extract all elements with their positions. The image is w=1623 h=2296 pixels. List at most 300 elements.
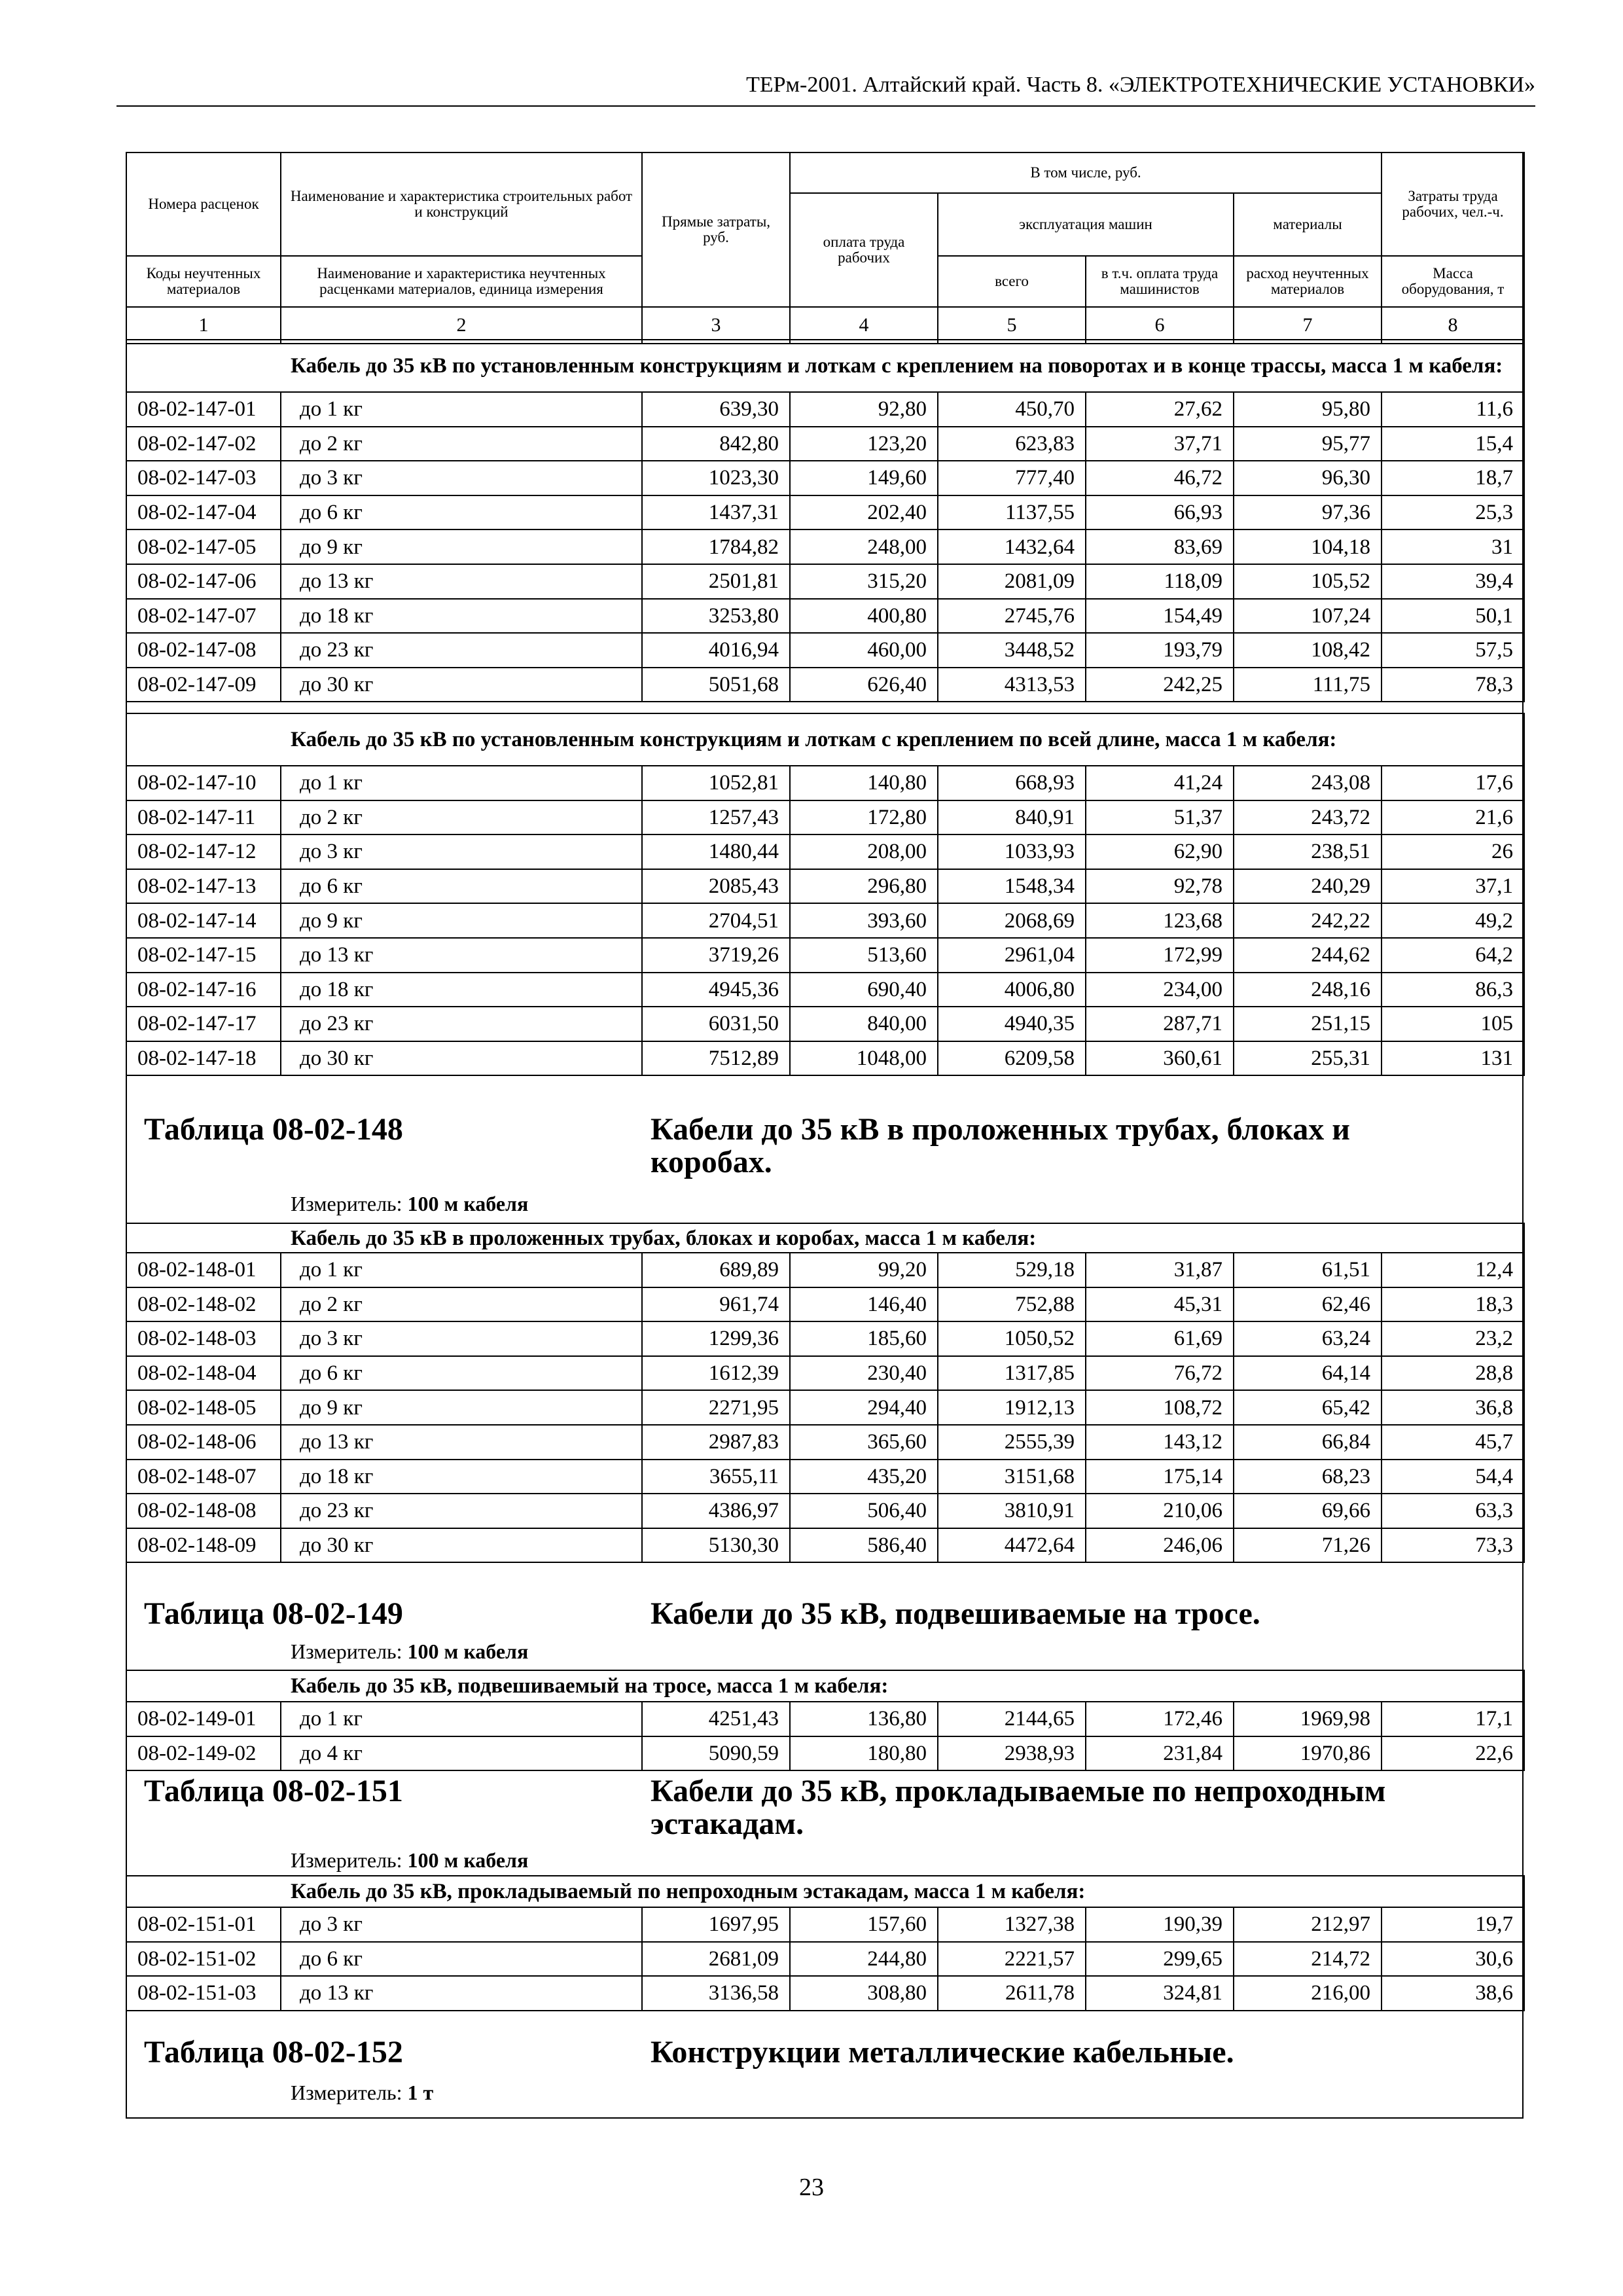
column-number: 2: [281, 307, 642, 344]
machines-total-cell: 2144,65: [938, 1702, 1086, 1736]
materials-cell: 62,46: [1234, 1287, 1382, 1322]
labor-hours-cell: 11,6: [1382, 392, 1524, 427]
worker-pay-cell: 315,20: [790, 564, 938, 599]
table-row: [126, 461, 1524, 495]
machinist-pay-cell: 51,37: [1086, 800, 1234, 835]
section-title: Кабель до 35 кВ в проложенных трубах, блоках и коробах, масса 1 м кабеля:: [126, 1223, 1524, 1253]
header-equipment-mass: Масса оборудования, т: [1382, 256, 1524, 307]
mass-range-cell: до 13 кг: [281, 564, 642, 599]
section-title: Кабель до 35 кВ, подвешиваемый на тросе, масса 1 м кабеля:: [126, 1670, 1524, 1702]
mass-range-cell: до 6 кг: [281, 495, 642, 530]
worker-pay-cell: 157,60: [790, 1907, 938, 1942]
mass-range-cell: до 9 кг: [281, 1390, 642, 1425]
machines-total-cell: 2555,39: [938, 1425, 1086, 1460]
worker-pay-cell: 92,80: [790, 392, 938, 427]
worker-pay-cell: 99,20: [790, 1253, 938, 1287]
worker-pay-cell: 123,20: [790, 427, 938, 461]
direct-costs-cell: 2501,81: [642, 564, 790, 599]
table-row: [126, 1356, 1524, 1391]
labor-hours-cell: 23,2: [1382, 1321, 1524, 1356]
table-row: [126, 668, 1524, 702]
labor-hours-cell: 22,6: [1382, 1736, 1524, 1771]
table-row: [126, 495, 1524, 530]
rate-code-cell: 08-02-147-18: [126, 1041, 281, 1076]
table-151-title: Кабели до 35 кВ, прокладываемые по непроходным эстакадам.: [651, 1774, 1386, 1841]
materials-cell: 71,26: [1234, 1528, 1382, 1563]
table-row: [126, 869, 1524, 904]
worker-pay-cell: 840,00: [790, 1007, 938, 1041]
mass-range-cell: до 30 кг: [281, 1041, 642, 1076]
machinist-pay-cell: 210,06: [1086, 1494, 1234, 1528]
table-row: [126, 1942, 1524, 1977]
machinist-pay-cell: 193,79: [1086, 633, 1234, 668]
column-number: 7: [1234, 307, 1382, 344]
worker-pay-cell: 146,40: [790, 1287, 938, 1322]
mass-range-cell: до 13 кг: [281, 938, 642, 973]
labor-hours-cell: 18,7: [1382, 461, 1524, 495]
machines-total-cell: 1432,64: [938, 529, 1086, 564]
rate-code-cell: 08-02-148-04: [126, 1356, 281, 1391]
materials-cell: 104,18: [1234, 529, 1382, 564]
table-148-title: Кабели до 35 кВ в проложенных трубах, блоках и коробах.: [651, 1112, 1350, 1179]
table-149-number: Таблица 08-02-149: [144, 1596, 403, 1631]
column-number: 6: [1086, 307, 1234, 344]
direct-costs-cell: 1023,30: [642, 461, 790, 495]
direct-costs-cell: 1697,95: [642, 1907, 790, 1942]
direct-costs-cell: 1784,82: [642, 529, 790, 564]
table-151-measure: Измеритель: 100 м кабеля: [291, 1848, 529, 1872]
direct-costs-cell: 1299,36: [642, 1321, 790, 1356]
rates-table-147: [126, 339, 1525, 702]
header-machinist-pay: в т.ч. оплата труда машинистов: [1086, 256, 1234, 307]
direct-costs-cell: 5051,68: [642, 668, 790, 702]
machines-total-cell: 1050,52: [938, 1321, 1086, 1356]
labor-hours-cell: 73,3: [1382, 1528, 1524, 1563]
machines-total-cell: 3810,91: [938, 1494, 1086, 1528]
machines-total-cell: 777,40: [938, 461, 1086, 495]
mass-range-cell: до 9 кг: [281, 903, 642, 938]
direct-costs-cell: 7512,89: [642, 1041, 790, 1076]
direct-costs-cell: 6031,50: [642, 1007, 790, 1041]
mass-range-cell: до 6 кг: [281, 1356, 642, 1391]
machinist-pay-cell: 299,65: [1086, 1942, 1234, 1977]
machinist-pay-cell: 246,06: [1086, 1528, 1234, 1563]
machines-total-cell: 1317,85: [938, 1356, 1086, 1391]
header-machines: эксплуатация машин: [938, 193, 1234, 256]
mass-range-cell: до 30 кг: [281, 668, 642, 702]
rate-code-cell: 08-02-147-03: [126, 461, 281, 495]
rates-table-147-full-length: [126, 713, 1525, 1076]
mass-range-cell: до 1 кг: [281, 392, 642, 427]
direct-costs-cell: 1257,43: [642, 800, 790, 835]
header-material-usage: расход неучтенных материалов: [1234, 256, 1382, 307]
worker-pay-cell: 365,60: [790, 1425, 938, 1460]
section-title: Кабель до 35 кВ по установленным конструкциям и лоткам с креплением на поворотах и в конце трассы, масса 1 м кабеля:: [126, 340, 1524, 392]
machines-total-cell: 3151,68: [938, 1460, 1086, 1494]
table-row: [126, 1007, 1524, 1041]
machinist-pay-cell: 172,46: [1086, 1702, 1234, 1736]
column-header-table: [126, 152, 1525, 344]
mass-range-cell: до 18 кг: [281, 599, 642, 634]
mass-range-cell: до 18 кг: [281, 973, 642, 1007]
column-number: 8: [1382, 307, 1524, 344]
machines-total-cell: 2068,69: [938, 903, 1086, 938]
header-machines-total: всего: [938, 256, 1086, 307]
section-title: Кабель до 35 кВ, прокладываемый по непроходным эстакадам, масса 1 м кабеля:: [126, 1876, 1524, 1907]
machines-total-cell: 2938,93: [938, 1736, 1086, 1771]
direct-costs-cell: 4386,97: [642, 1494, 790, 1528]
worker-pay-cell: 460,00: [790, 633, 938, 668]
machines-total-cell: 623,83: [938, 427, 1086, 461]
machinist-pay-cell: 46,72: [1086, 461, 1234, 495]
column-number: 1: [126, 307, 281, 344]
materials-cell: 95,80: [1234, 392, 1382, 427]
materials-cell: 107,24: [1234, 599, 1382, 634]
table-row: [126, 1287, 1524, 1322]
materials-cell: 240,29: [1234, 869, 1382, 904]
machinist-pay-cell: 360,61: [1086, 1041, 1234, 1076]
machines-total-cell: 1912,13: [938, 1390, 1086, 1425]
materials-cell: 255,31: [1234, 1041, 1382, 1076]
rate-code-cell: 08-02-147-02: [126, 427, 281, 461]
header-work-name: Наименование и характеристика строительных работ и конструкций: [281, 152, 642, 256]
table-row: [126, 392, 1524, 427]
worker-pay-cell: 626,40: [790, 668, 938, 702]
direct-costs-cell: 2085,43: [642, 869, 790, 904]
machinist-pay-cell: 76,72: [1086, 1356, 1234, 1391]
machinist-pay-cell: 31,87: [1086, 1253, 1234, 1287]
direct-costs-cell: 961,74: [642, 1287, 790, 1322]
mass-range-cell: до 1 кг: [281, 1702, 642, 1736]
mass-range-cell: до 2 кг: [281, 427, 642, 461]
table-row: [126, 903, 1524, 938]
labor-hours-cell: 25,3: [1382, 495, 1524, 530]
rate-code-cell: 08-02-148-03: [126, 1321, 281, 1356]
materials-cell: 243,08: [1234, 766, 1382, 800]
table-row: [126, 1528, 1524, 1563]
rate-code-cell: 08-02-147-07: [126, 599, 281, 634]
mass-range-cell: до 23 кг: [281, 1494, 642, 1528]
labor-hours-cell: 18,3: [1382, 1287, 1524, 1322]
direct-costs-cell: 1480,44: [642, 834, 790, 869]
table-row: [126, 800, 1524, 835]
machinist-pay-cell: 172,99: [1086, 938, 1234, 973]
rate-code-cell: 08-02-147-09: [126, 668, 281, 702]
machinist-pay-cell: 190,39: [1086, 1907, 1234, 1942]
machinist-pay-cell: 175,14: [1086, 1460, 1234, 1494]
machinist-pay-cell: 92,78: [1086, 869, 1234, 904]
materials-cell: 69,66: [1234, 1494, 1382, 1528]
materials-cell: 61,51: [1234, 1253, 1382, 1287]
worker-pay-cell: 1048,00: [790, 1041, 938, 1076]
machines-total-cell: 2961,04: [938, 938, 1086, 973]
machines-total-cell: 4006,80: [938, 973, 1086, 1007]
mass-range-cell: до 2 кг: [281, 1287, 642, 1322]
table-151-number: Таблица 08-02-151: [144, 1774, 403, 1808]
running-header: ТЕРм-2001. Алтайский край. Часть 8. «ЭЛЕКТРОТЕХНИЧЕСКИЕ УСТАНОВКИ»: [116, 71, 1535, 107]
table-row: [126, 599, 1524, 634]
mass-range-cell: до 18 кг: [281, 1460, 642, 1494]
worker-pay-cell: 400,80: [790, 599, 938, 634]
labor-hours-cell: 17,1: [1382, 1702, 1524, 1736]
direct-costs-cell: 1437,31: [642, 495, 790, 530]
table-row: [126, 1390, 1524, 1425]
rates-table-149: [126, 1670, 1525, 1771]
rate-code-cell: 08-02-147-10: [126, 766, 281, 800]
column-number: 4: [790, 307, 938, 344]
materials-cell: 238,51: [1234, 834, 1382, 869]
table-152-number: Таблица 08-02-152: [144, 2035, 403, 2070]
table-148-number: Таблица 08-02-148: [144, 1112, 403, 1147]
worker-pay-cell: 149,60: [790, 461, 938, 495]
mass-range-cell: до 30 кг: [281, 1528, 642, 1563]
labor-hours-cell: 50,1: [1382, 599, 1524, 634]
worker-pay-cell: 208,00: [790, 834, 938, 869]
rate-code-cell: 08-02-147-05: [126, 529, 281, 564]
direct-costs-cell: 1612,39: [642, 1356, 790, 1391]
materials-cell: 242,22: [1234, 903, 1382, 938]
labor-hours-cell: 86,3: [1382, 973, 1524, 1007]
column-number: 3: [642, 307, 790, 344]
header-material-codes: Коды неучтенных материалов: [126, 256, 281, 307]
machinist-pay-cell: 118,09: [1086, 564, 1234, 599]
labor-hours-cell: 54,4: [1382, 1460, 1524, 1494]
labor-hours-cell: 30,6: [1382, 1942, 1524, 1977]
header-labor-costs: Затраты труда рабочих, чел.-ч.: [1382, 152, 1524, 256]
machines-total-cell: 4940,35: [938, 1007, 1086, 1041]
labor-hours-cell: 26: [1382, 834, 1524, 869]
header-rate-numbers: Номера расценок: [126, 152, 281, 256]
materials-cell: 216,00: [1234, 1976, 1382, 2011]
materials-cell: 95,77: [1234, 427, 1382, 461]
machines-total-cell: 752,88: [938, 1287, 1086, 1322]
header-including: В том числе, руб.: [790, 152, 1382, 193]
mass-range-cell: до 4 кг: [281, 1736, 642, 1771]
machinist-pay-cell: 83,69: [1086, 529, 1234, 564]
labor-hours-cell: 17,6: [1382, 766, 1524, 800]
mass-range-cell: до 3 кг: [281, 1321, 642, 1356]
table-row: [126, 1976, 1524, 2011]
rate-code-cell: 08-02-151-02: [126, 1942, 281, 1977]
direct-costs-cell: 639,30: [642, 392, 790, 427]
labor-hours-cell: 37,1: [1382, 869, 1524, 904]
table-row: [126, 1425, 1524, 1460]
mass-range-cell: до 13 кг: [281, 1425, 642, 1460]
machinist-pay-cell: 154,49: [1086, 599, 1234, 634]
worker-pay-cell: 185,60: [790, 1321, 938, 1356]
mass-range-cell: до 1 кг: [281, 766, 642, 800]
materials-cell: 97,36: [1234, 495, 1382, 530]
machines-total-cell: 2081,09: [938, 564, 1086, 599]
rate-code-cell: 08-02-151-03: [126, 1976, 281, 2011]
table-149-title-block: [126, 1568, 1524, 1671]
header-material-names: Наименование и характеристика неучтенных расценками материалов, единица измерения: [281, 256, 642, 307]
header-worker-pay: оплата труда рабочих: [790, 193, 938, 307]
machines-total-cell: 840,91: [938, 800, 1086, 835]
table-151-title-block: [126, 1768, 1524, 1876]
direct-costs-cell: 5130,30: [642, 1528, 790, 1563]
materials-cell: 96,30: [1234, 461, 1382, 495]
direct-costs-cell: 4945,36: [642, 973, 790, 1007]
rate-code-cell: 08-02-148-06: [126, 1425, 281, 1460]
machinist-pay-cell: 123,68: [1086, 903, 1234, 938]
materials-cell: 63,24: [1234, 1321, 1382, 1356]
worker-pay-cell: 308,80: [790, 1976, 938, 2011]
machines-total-cell: 668,93: [938, 766, 1086, 800]
materials-cell: 105,52: [1234, 564, 1382, 599]
machines-total-cell: 2611,78: [938, 1976, 1086, 2011]
labor-hours-cell: 12,4: [1382, 1253, 1524, 1287]
page-number: 23: [799, 2174, 824, 2201]
machinist-pay-cell: 41,24: [1086, 766, 1234, 800]
mass-range-cell: до 1 кг: [281, 1253, 642, 1287]
materials-cell: 111,75: [1234, 668, 1382, 702]
labor-hours-cell: 49,2: [1382, 903, 1524, 938]
machines-total-cell: 4313,53: [938, 668, 1086, 702]
machinist-pay-cell: 324,81: [1086, 1976, 1234, 2011]
rate-code-cell: 08-02-147-17: [126, 1007, 281, 1041]
materials-cell: 248,16: [1234, 973, 1382, 1007]
table-row: [126, 1041, 1524, 1076]
direct-costs-cell: 2704,51: [642, 903, 790, 938]
machinist-pay-cell: 108,72: [1086, 1390, 1234, 1425]
labor-hours-cell: 15,4: [1382, 427, 1524, 461]
machinist-pay-cell: 66,93: [1086, 495, 1234, 530]
materials-cell: 64,14: [1234, 1356, 1382, 1391]
worker-pay-cell: 244,80: [790, 1942, 938, 1977]
machines-total-cell: 1137,55: [938, 495, 1086, 530]
machinist-pay-cell: 231,84: [1086, 1736, 1234, 1771]
header-direct-costs: Прямые затраты, руб.: [642, 152, 790, 307]
materials-cell: 243,72: [1234, 800, 1382, 835]
machines-total-cell: 2221,57: [938, 1942, 1086, 1977]
rate-code-cell: 08-02-149-01: [126, 1702, 281, 1736]
worker-pay-cell: 586,40: [790, 1528, 938, 1563]
worker-pay-cell: 513,60: [790, 938, 938, 973]
direct-costs-cell: 2987,83: [642, 1425, 790, 1460]
worker-pay-cell: 180,80: [790, 1736, 938, 1771]
direct-costs-cell: 3655,11: [642, 1460, 790, 1494]
labor-hours-cell: 39,4: [1382, 564, 1524, 599]
labor-hours-cell: 64,2: [1382, 938, 1524, 973]
machinist-pay-cell: 143,12: [1086, 1425, 1234, 1460]
rate-code-cell: 08-02-147-06: [126, 564, 281, 599]
worker-pay-cell: 294,40: [790, 1390, 938, 1425]
materials-cell: 68,23: [1234, 1460, 1382, 1494]
direct-costs-cell: 3253,80: [642, 599, 790, 634]
worker-pay-cell: 690,40: [790, 973, 938, 1007]
labor-hours-cell: 21,6: [1382, 800, 1524, 835]
mass-range-cell: до 23 кг: [281, 633, 642, 668]
table-152-title: Конструкции металлические кабельные.: [651, 2035, 1234, 2070]
table-row: [126, 529, 1524, 564]
materials-cell: 66,84: [1234, 1425, 1382, 1460]
machinist-pay-cell: 287,71: [1086, 1007, 1234, 1041]
worker-pay-cell: 296,80: [790, 869, 938, 904]
worker-pay-cell: 506,40: [790, 1494, 938, 1528]
rate-code-cell: 08-02-147-11: [126, 800, 281, 835]
materials-cell: 212,97: [1234, 1907, 1382, 1942]
rate-code-cell: 08-02-149-02: [126, 1736, 281, 1771]
mass-range-cell: до 9 кг: [281, 529, 642, 564]
materials-cell: 214,72: [1234, 1942, 1382, 1977]
machines-total-cell: 6209,58: [938, 1041, 1086, 1076]
labor-hours-cell: 105: [1382, 1007, 1524, 1041]
table-148-measure: Измеритель: 100 м кабеля: [291, 1192, 529, 1215]
table-row: [126, 1253, 1524, 1287]
mass-range-cell: до 3 кг: [281, 461, 642, 495]
table-152-title-block: [126, 2009, 1524, 2119]
machinist-pay-cell: 62,90: [1086, 834, 1234, 869]
table-row: [126, 1907, 1524, 1942]
rate-code-cell: 08-02-148-05: [126, 1390, 281, 1425]
machinist-pay-cell: 37,71: [1086, 427, 1234, 461]
section-title: Кабель до 35 кВ по установленным конструкциям и лоткам с креплением по всей длине, масса 1 м кабеля:: [126, 713, 1524, 766]
mass-range-cell: до 6 кг: [281, 869, 642, 904]
rate-code-cell: 08-02-147-16: [126, 973, 281, 1007]
labor-hours-cell: 38,6: [1382, 1976, 1524, 2011]
table-152-measure: Измеритель: 1 т: [291, 2081, 434, 2104]
direct-costs-cell: 3719,26: [642, 938, 790, 973]
worker-pay-cell: 248,00: [790, 529, 938, 564]
table-row: [126, 766, 1524, 800]
rate-code-cell: 08-02-147-12: [126, 834, 281, 869]
labor-hours-cell: 131: [1382, 1041, 1524, 1076]
table-148-title-block: [126, 1086, 1524, 1224]
mass-range-cell: до 3 кг: [281, 1907, 642, 1942]
table-row: [126, 938, 1524, 973]
rate-code-cell: 08-02-148-09: [126, 1528, 281, 1563]
table-row: [126, 564, 1524, 599]
labor-hours-cell: 57,5: [1382, 633, 1524, 668]
table-row: [126, 1494, 1524, 1528]
machinist-pay-cell: 234,00: [1086, 973, 1234, 1007]
table-row: [126, 1460, 1524, 1494]
direct-costs-cell: 1052,81: [642, 766, 790, 800]
rates-table-148: [126, 1223, 1525, 1563]
header-materials: материалы: [1234, 193, 1382, 256]
mass-range-cell: до 2 кг: [281, 800, 642, 835]
column-number: 5: [938, 307, 1086, 344]
labor-hours-cell: 45,7: [1382, 1425, 1524, 1460]
direct-costs-cell: 2681,09: [642, 1942, 790, 1977]
labor-hours-cell: 63,3: [1382, 1494, 1524, 1528]
direct-costs-cell: 4251,43: [642, 1702, 790, 1736]
labor-hours-cell: 36,8: [1382, 1390, 1524, 1425]
mass-range-cell: до 23 кг: [281, 1007, 642, 1041]
labor-hours-cell: 19,7: [1382, 1907, 1524, 1942]
table-row: [126, 834, 1524, 869]
machines-total-cell: 529,18: [938, 1253, 1086, 1287]
mass-range-cell: до 3 кг: [281, 834, 642, 869]
materials-cell: 1970,86: [1234, 1736, 1382, 1771]
table-row: [126, 1702, 1524, 1736]
worker-pay-cell: 202,40: [790, 495, 938, 530]
worker-pay-cell: 435,20: [790, 1460, 938, 1494]
labor-hours-cell: 78,3: [1382, 668, 1524, 702]
machines-total-cell: 1548,34: [938, 869, 1086, 904]
labor-hours-cell: 28,8: [1382, 1356, 1524, 1391]
rate-code-cell: 08-02-147-04: [126, 495, 281, 530]
rate-code-cell: 08-02-147-15: [126, 938, 281, 973]
machines-total-cell: 1327,38: [938, 1907, 1086, 1942]
rate-code-cell: 08-02-148-01: [126, 1253, 281, 1287]
worker-pay-cell: 136,80: [790, 1702, 938, 1736]
rate-code-cell: 08-02-147-14: [126, 903, 281, 938]
machinist-pay-cell: 27,62: [1086, 392, 1234, 427]
rate-code-cell: 08-02-147-13: [126, 869, 281, 904]
materials-cell: 65,42: [1234, 1390, 1382, 1425]
